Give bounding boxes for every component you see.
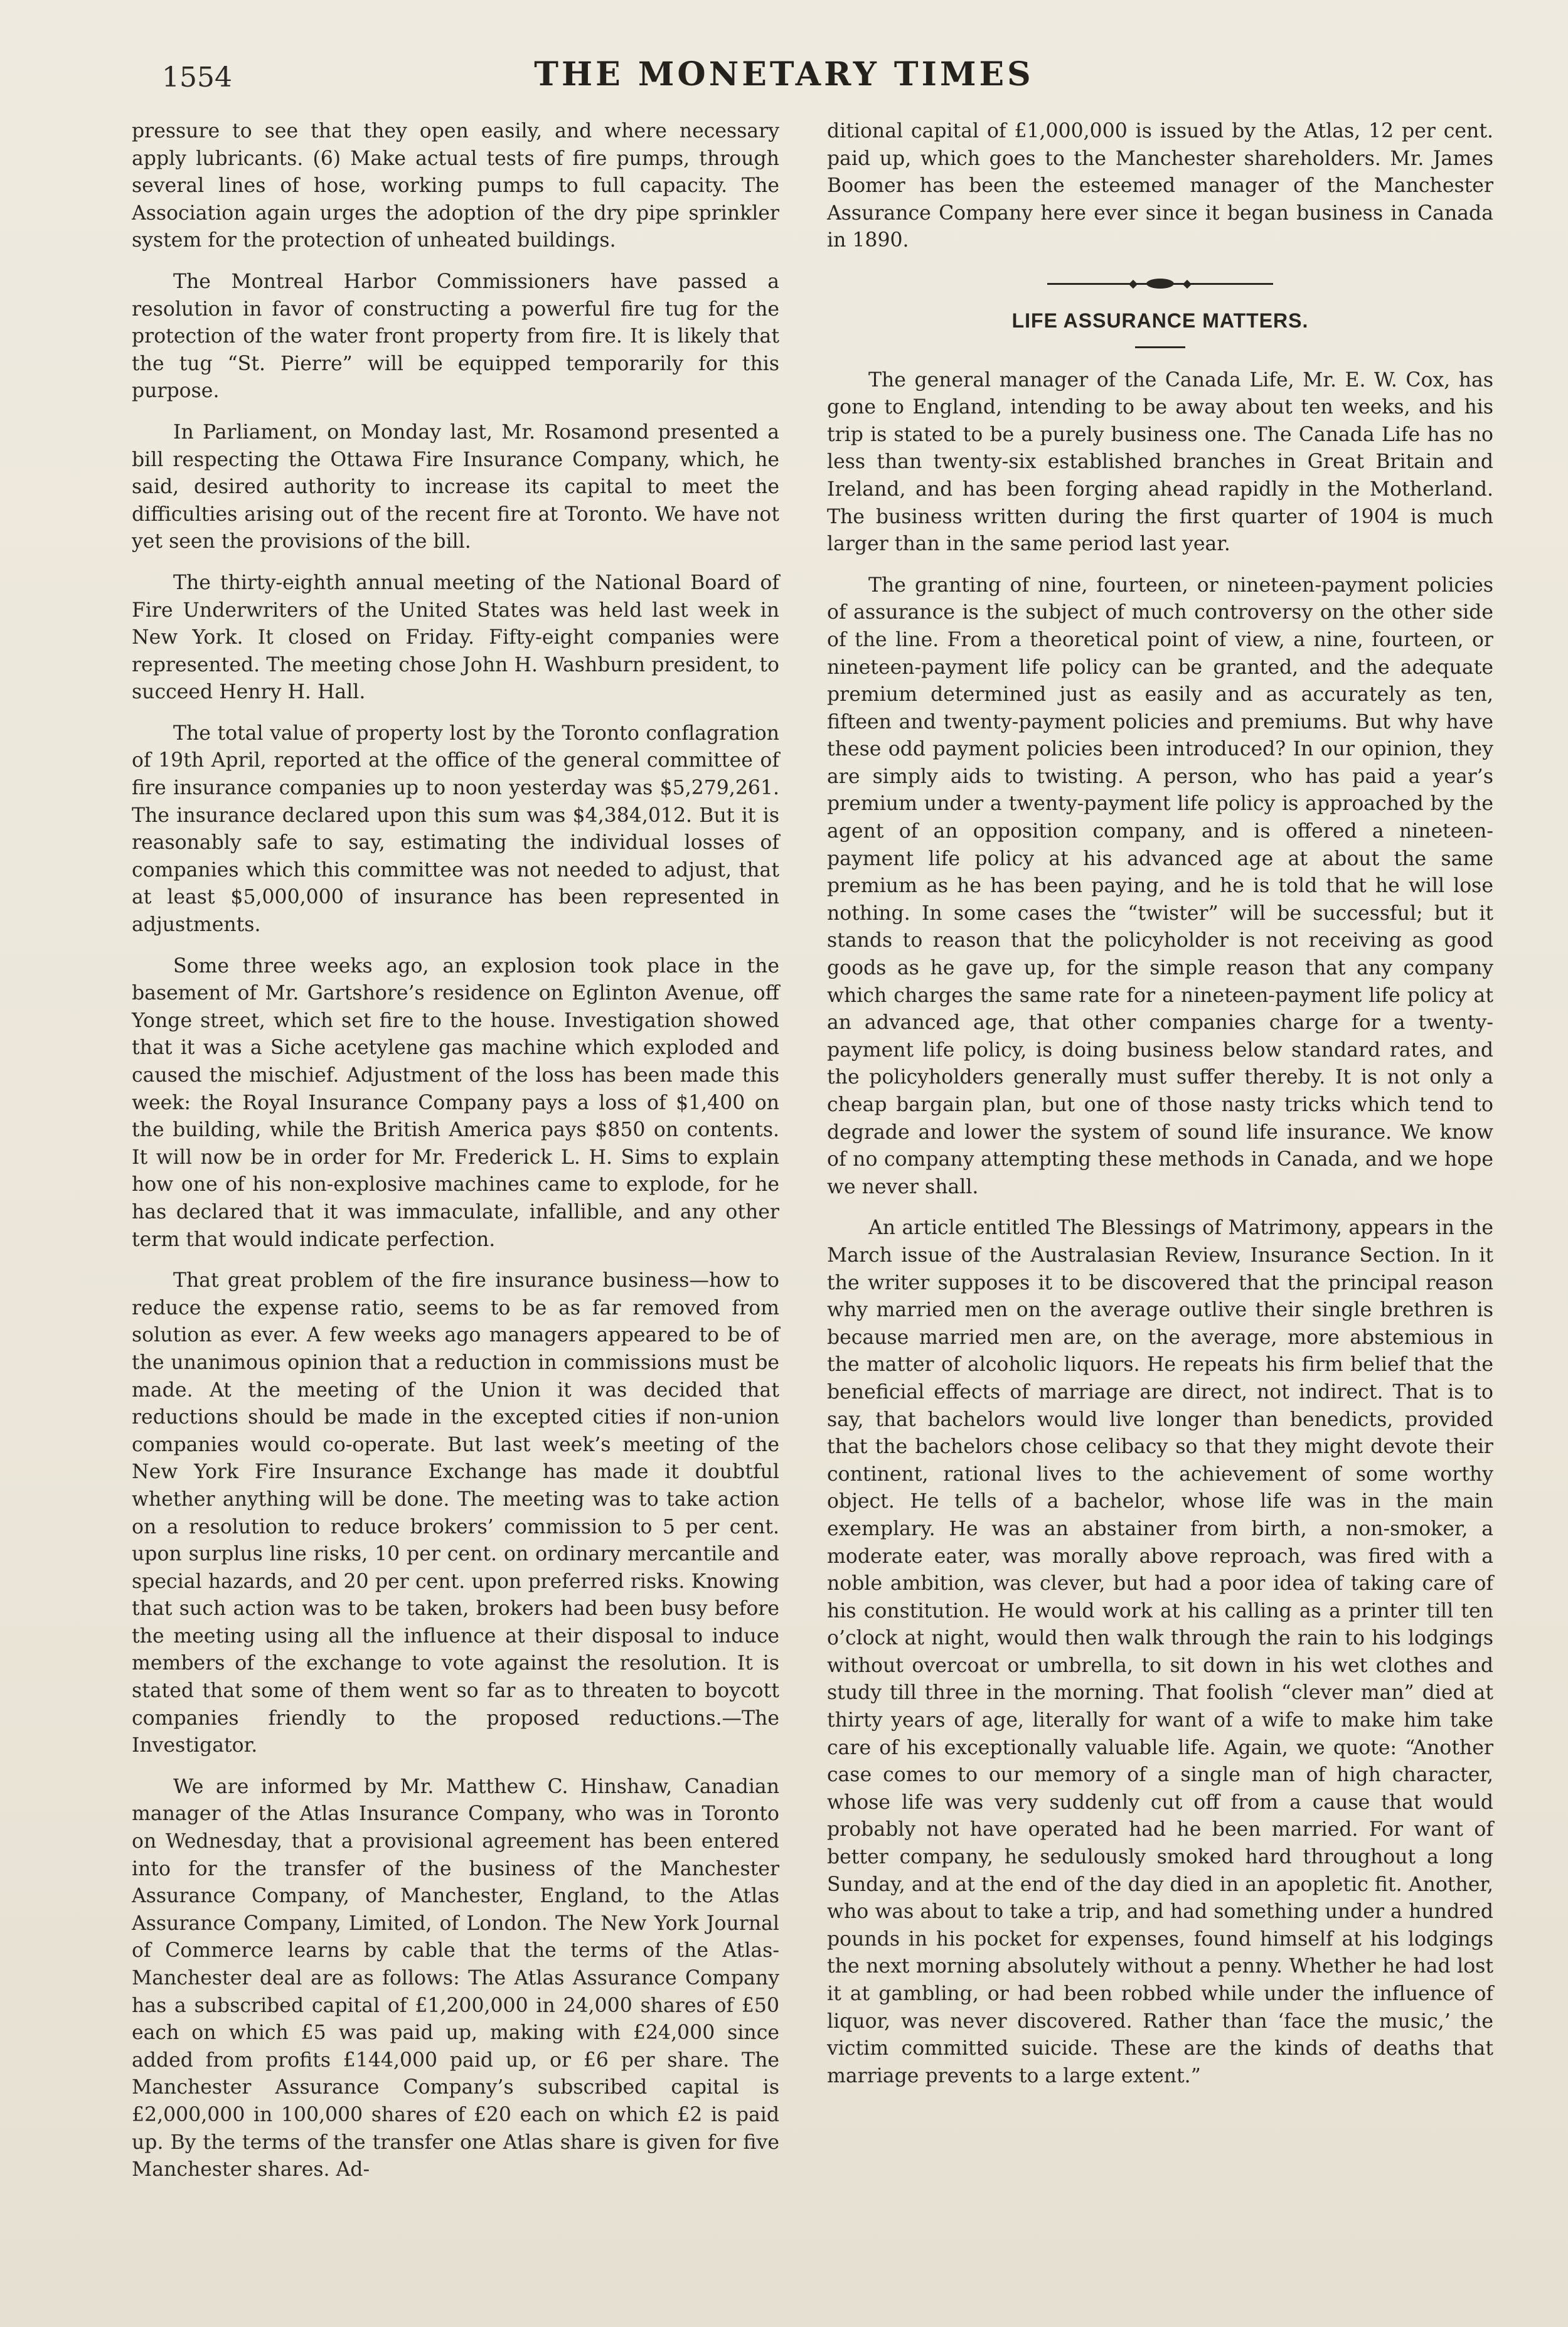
article-paragraph: In Parliament, on Monday last, Mr. Rosamond presented a bill respecting the Ottawa Fire Insurance Company, which, he said, desired authority to increase its capital to meet the difficulties arising out of the recent fire at Toronto. We have not yet seen the provisions of the bill. [132, 420, 779, 553]
article-paragraph: The Montreal Harbor Commissioners have passed a resolution in favor of constructing a powerful fire tug for the protection of the water front property from fire. It is likely that the tug “St. Pierre” will be equipped temporarily for this purpose. [132, 270, 779, 403]
page-number: 1554 [162, 61, 232, 93]
article-paragraph: Some three weeks ago, an explosion took place in the basement of Mr. Gartshore’s residence on Eglinton Avenue, off Yonge street, which set fire to the house. Investigation showed that it was a Siche acetylene gas machine which exploded and caused the mischief. Adjustment of the loss has been made this week: the Royal Insurance Company pays a loss of $1,400 on the building, while the British America pays $850 on contents. It will now be in order for Mr. Frederick L. H. Sims to explain how one of his non-explosive machines came to explode, for he has declared that it was immaculate, infallible, and any other term that would indicate perfection. [132, 954, 779, 1251]
article-paragraph: The general manager of the Canada Life, Mr. E. W. Cox, has gone to England, intending to be away about ten weeks, and his trip is stated to be a purely business one. The Canada Life has no less than twenty-six established branches in Great Britain and Ireland, and has been forging ahead rapidly in the Motherland. The business written during the first quarter of 1904 is much larger than in the same period last year. [827, 368, 1493, 556]
article-paragraph: The total value of property lost by the Toronto conflagration of 19th April, reported at the office of the general committee of fire insurance companies up to noon yesterday was $5,279,261. The insurance declared upon this sum was $4,384,012. But it is reasonably safe to say, estimating the individual losses of companies which this committee was not needed to adjust, that at least $5,000,000 of insurance has been represented in adjustments. [132, 722, 779, 937]
article-paragraph: An article entitled The Blessings of Matrimony, appears in the March issue of the Australasian Review, Insurance Section. In it the writer supposes it to be discovered that the principal reason why married men on the average outlive their single brethren is because married men are, on the average, more abstemious in the matter of alcoholic liquors. He repeats his firm belief that the beneficial effects of marriage are direct, not indirect. That is to say, that bachelors would live longer than benedicts, provided that the bachelors chose celibacy so that they might devote their continent, rational lives to the achievement of some worthy object. He tells of a bachelor, whose life was in the main exemplary. He was an abstainer from birth, a non-smoker, a moderate eater, was morally above reproach, was fired with a noble ambition, was clever, but had a poor idea of taking care of his constitution. He would work at his calling as a printer till ten o’clock at night, would then walk through the rain to his lodgings without overcoat or umbrella, to sit down in his wet clothes and study till three in the morning. That foolish “clever man” died at thirty years of age, literally for want of a wife to make him take care of his exceptionally valuable life. Again, we quote: “Another case comes to our memory of a single man of high character, whose life was very suddenly cut off from a cause that would probably not have operated had he been married. For want of better company, he sedulously smoked hard throughout a long Sunday, and at the end of the day died in an apopletic fit. Another, who was about to take a trip, and had something under a hundred pounds in his pocket for expenses, found himself at his lodgings the next morning absolutely without a penny. Whether he had lost it at gambling, or had been robbed while under the influence of liquor, was never discovered. Rather than ‘face the music,’ the victim committed suicide. These are the kinds of deaths that marriage prevents to a large extent.” [827, 1217, 1493, 2087]
right-column [827, 118, 1493, 2104]
article-paragraph: The thirty-eighth annual meeting of the National Board of Fire Underwriters of the United States was held last week in New York. It closed on Friday. Fifty-eight companies were represented. The meeting chose John H. Washburn president, to succeed Henry H. Hall. [132, 571, 779, 704]
article-paragraph: pressure to see that they open easily, and where necessary apply lubricants. (6) Make actual tests of fire pumps, through several lines of hose, working pumps to full capacity. The Association again urges the adoption of the dry pipe sprinkler system for the protection of unheated buildings. [132, 120, 779, 252]
article-paragraph: The granting of nine, fourteen, or nineteen-payment policies of assurance is the subject of much controversy on the other side of the line. From a theoretical point of view, a nine, fourteen, or nineteen-payment life policy can be granted, and the adequate premium determined just as easily and as accurately as ten, fifteen and twenty-payment policies and premiums. But why have these odd payment policies been introduced? In our opinion, they are simply aids to twisting. A person, who has paid a year’s premium under a twenty-payment life policy is approached by the agent of an opposition company, and is offered a nineteen-payment life policy at his advanced age at about the same premium as he has been paying, and he is told that he will lose nothing. In some cases the “twister” will be successful; but it stands to reason that the policyholder is not receiving as good goods as he gave up, for the simple reason that any company which charges the same rate for a nineteen-payment life policy at an advanced age, that other companies charge for a twenty-payment life policy, is doing business below standard rates, and the policyholders generally must suffer thereby. It is not only a cheap bargain plan, but one of those nasty tricks which tend to degrade and lower the system of sound life insurance. We know of no company attempting these methods in Canada, and we hope we never shall. [827, 573, 1493, 1198]
article-paragraph: ditional capital of £1,000,000 is issued by the Atlas, 12 per cent. paid up, which goes to the Manchester shareholders. Mr. James Boomer has been the esteemed manager of the Manchester Assurance Company here ever since it began business in Canada in 1890. [827, 120, 1493, 252]
left-column [132, 118, 779, 2198]
heading-rule [1135, 346, 1185, 348]
section-heading: LIFE ASSURANCE MATTERS. [1011, 309, 1309, 332]
section-divider-ornament [1047, 277, 1273, 290]
page-header [0, 55, 1568, 99]
article-paragraph: That great problem of the fire insurance business—how to reduce the expense ratio, seems to be as far removed from solution as ever. A few weeks ago managers appeared to be of the unanimous opinion that a reduction in commissions must be made. At the meeting of the Union it was decided that reductions should be made in the excepted cities if non-union companies would co-operate. But last week’s meeting of the New York Fire Insurance Exchange has made it doubtful whether anything will be done. The meeting was to take action on a resolution to reduce brokers’ commission to 5 per cent. upon surplus line risks, 10 per cent. on ordinary mercantile and special hazards, and 20 per cent. upon preferred risks. Knowing that such action was to be taken, brokers had been busy before the meeting using all the influence at their disposal to induce members of the exchange to vote against the resolution. It is stated that some of them went so far as to threaten to boycott companies friendly to the proposed reductions.—The Investigator. [132, 1269, 779, 1757]
article-paragraph: We are informed by Mr. Matthew C. Hinshaw, Canadian manager of the Atlas Insurance Company, who was in Toronto on Wednesday, that a provisional agreement has been entered into for the transfer of the business of the Manchester Assurance Company, of Manchester, England, to the Atlas Assurance Company, Limited, of London. The New York Journal of Commerce learns by cable that the terms of the Atlas-Manchester deal are as follows: The Atlas Assurance Company has a subscribed capital of £1,200,000 in 24,000 shares of £50 each on which £5 was paid up, making with £24,000 since added from profits £144,000 paid up, or £6 per share. The Manchester Assurance Company’s subscribed capital is £2,000,000 in 100,000 shares of £20 each on which £2 is paid up. By the terms of the transfer one Atlas share is given for five Manchester shares. Ad- [132, 1775, 779, 2181]
journal-title: THE MONETARY TIMES [534, 55, 1034, 93]
